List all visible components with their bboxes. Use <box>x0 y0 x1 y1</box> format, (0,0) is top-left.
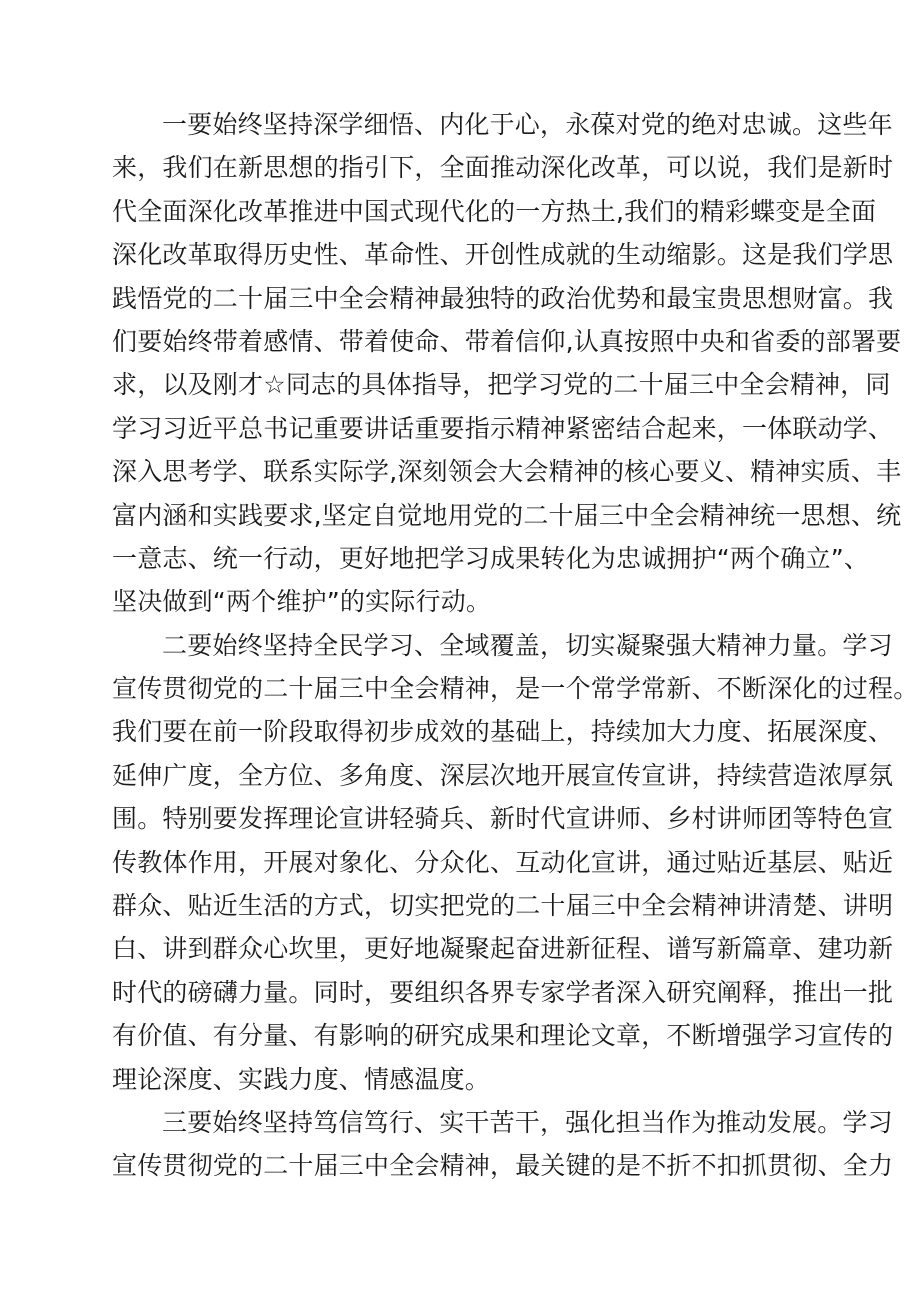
paragraph-line: 深入思考学、联系实际学,深刻领会大会精神的核心要义、精神实质、丰 <box>112 457 902 487</box>
paragraph-line: 延伸广度，全方位、多角度、深层次地开展宣传宣讲，持续营造浓厚氛 <box>112 760 894 790</box>
paragraph-line: 群众、贴近生活的方式，切实把党的二十届三中全会精神讲清楚、讲明 <box>112 891 894 921</box>
paragraph-line: 二要始终坚持全民学习、全域覆盖，切实凝聚强大精神力量。学习 <box>162 630 893 660</box>
paragraph-line: 一要始终坚持深学细悟、内化于心，永葆对党的绝对忠诚。这些年 <box>162 110 893 139</box>
paragraph-2 <box>112 624 919 1101</box>
paragraph-line: 宣传贯彻党的二十届三中全会精神，最关键的是不折不扣抓贯彻、全力 <box>112 1151 894 1181</box>
paragraph-1 <box>112 103 902 624</box>
paragraph-line: 围。特别要发挥理论宣讲轻骑兵、新时代宣讲师、乡村讲师团等特色宣 <box>112 804 894 834</box>
paragraph-line: 富内涵和实践要求,坚定自觉地用党的二十届三中全会精神统一思想、统 <box>112 500 902 530</box>
paragraph-line: 三要始终坚持笃信笃行、实干苦干，强化担当作为推动发展。学习 <box>162 1107 893 1137</box>
paragraph-line: 深化改革取得历史性、革命性、开创性成就的生动缩影。这是我们学思 <box>112 240 894 270</box>
paragraph-line: 我们要在前一阶段取得初步成效的基础上，持续加大力度、拓展深度、 <box>112 717 894 747</box>
paragraph-line: 宣传贯彻党的二十届三中全会精神，是一个常学常新、不断深化的过程。 <box>112 674 919 704</box>
paragraph-line: 学习习近平总书记重要讲话重要指示精神紧密结合起来，一体联动学、 <box>112 413 894 443</box>
paragraph-line: 白、讲到群众心坎里，更好地凝聚起奋进新征程、谱写新篇章、建功新 <box>112 934 894 964</box>
paragraph-line: 来，我们在新思想的指引下，全面推动深化改革，可以说，我们是新时 <box>112 153 894 183</box>
paragraph-line: 时代的磅礴力量。同时，要组织各界专家学者深入研究阐释，推出一批 <box>112 977 894 1007</box>
paragraph-line: 代全面深化改革推进中国式现代化的一方热土,我们的精彩蝶变是全面 <box>112 196 877 226</box>
paragraph-line: 践悟党的二十届三中全会精神最独特的政治优势和最宝贵思想财富。我 <box>112 283 894 313</box>
paragraph-line: 传教体作用，开展对象化、分众化、互动化宣讲，通过贴近基层、贴近 <box>112 847 894 877</box>
paragraph-line: 求，以及刚才☆同志的具体指导，把学习党的二十届三中全会精神，同 <box>112 370 891 400</box>
paragraph-line: 一意志、统一行动，更好地把学习成果转化为忠诚拥护“两个确立”、 <box>112 543 870 573</box>
paragraph-3 <box>112 1101 894 1188</box>
paragraph-line: 们要始终带着感情、带着使命、带着信仰,认真按照中央和省委的部署要 <box>112 326 902 356</box>
paragraph-line: 有价值、有分量、有影响的研究成果和理论文章，不断增强学习宣传的 <box>112 1021 894 1051</box>
paragraph-line: 理论深度、实践力度、情感温度。 <box>112 1064 491 1094</box>
paragraph-line: 坚决做到“两个维护”的实际行动。 <box>112 587 492 617</box>
document-body <box>112 103 919 1188</box>
